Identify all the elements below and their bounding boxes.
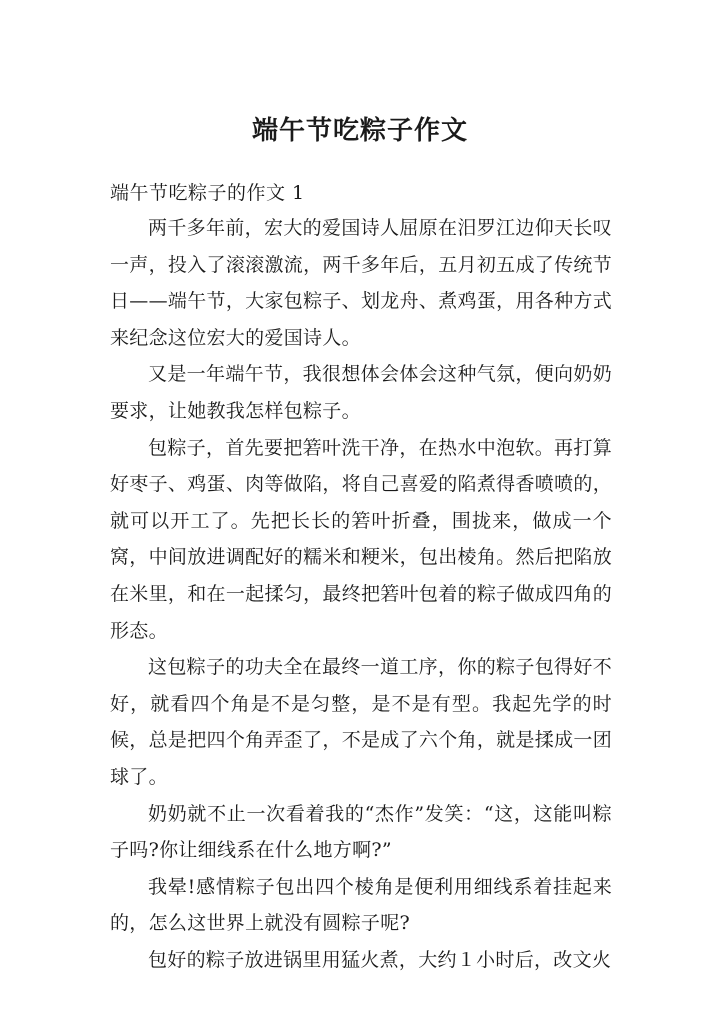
paragraph: 包粽子，首先要把箬叶洗干净，在热水中泡软。再打算好枣子、鸡蛋、肉等做陷，将自己喜爱的陷煮得香喷喷的，就可以开工了。先把长长的箬叶折叠，围拢来，做成一个窝，中间放进调配好的糯米和粳米，包出棱角。然后把陷放在米里，和在一起揉匀，最终把箬叶包着的粽子做成四角的形态。 [110,436,612,642]
paragraph: 我晕!感情粽子包出四个棱角是便利用细线系着挂起来的，怎么这世界上就没有圆粽子呢? [110,875,612,935]
paragraph: 包好的粽子放进锅里用猛火煮，大约１小时后，改文火 [148,948,612,971]
document-title: 端午节吃粽子作文 [251,116,468,146]
paragraph: 两千多年前，宏大的爱国诗人屈原在汨罗江边仰天长叹一声，投入了滚滚激流，两千多年后，五月初五成了传统节日——端午节，大家包粽子、划龙舟、煮鸡蛋，用各种方式来纪念这位宏大的爱国诗人。 [110,217,612,349]
paragraph: 又是一年端午节，我很想体会体会这种气氛，便向奶奶要求，让她教我怎样包粽子。 [110,363,612,422]
essay-subheading: 端午节吃粽子的作文 1 [110,182,305,204]
paragraph: 这包粽子的功夫全在最终一道工序，你的粽子包得好不好，就看四个角是不是匀整，是不是有型。我起先学的时候，总是把四个角弄歪了，不是成了六个角，就是揉成一团球了。 [110,656,612,788]
paragraph: 奶奶就不止一次看着我的“杰作”发笑：“这，这能叫粽子吗?你让细线系在什么地方啊?” [110,802,612,862]
essay-body [110,210,612,978]
